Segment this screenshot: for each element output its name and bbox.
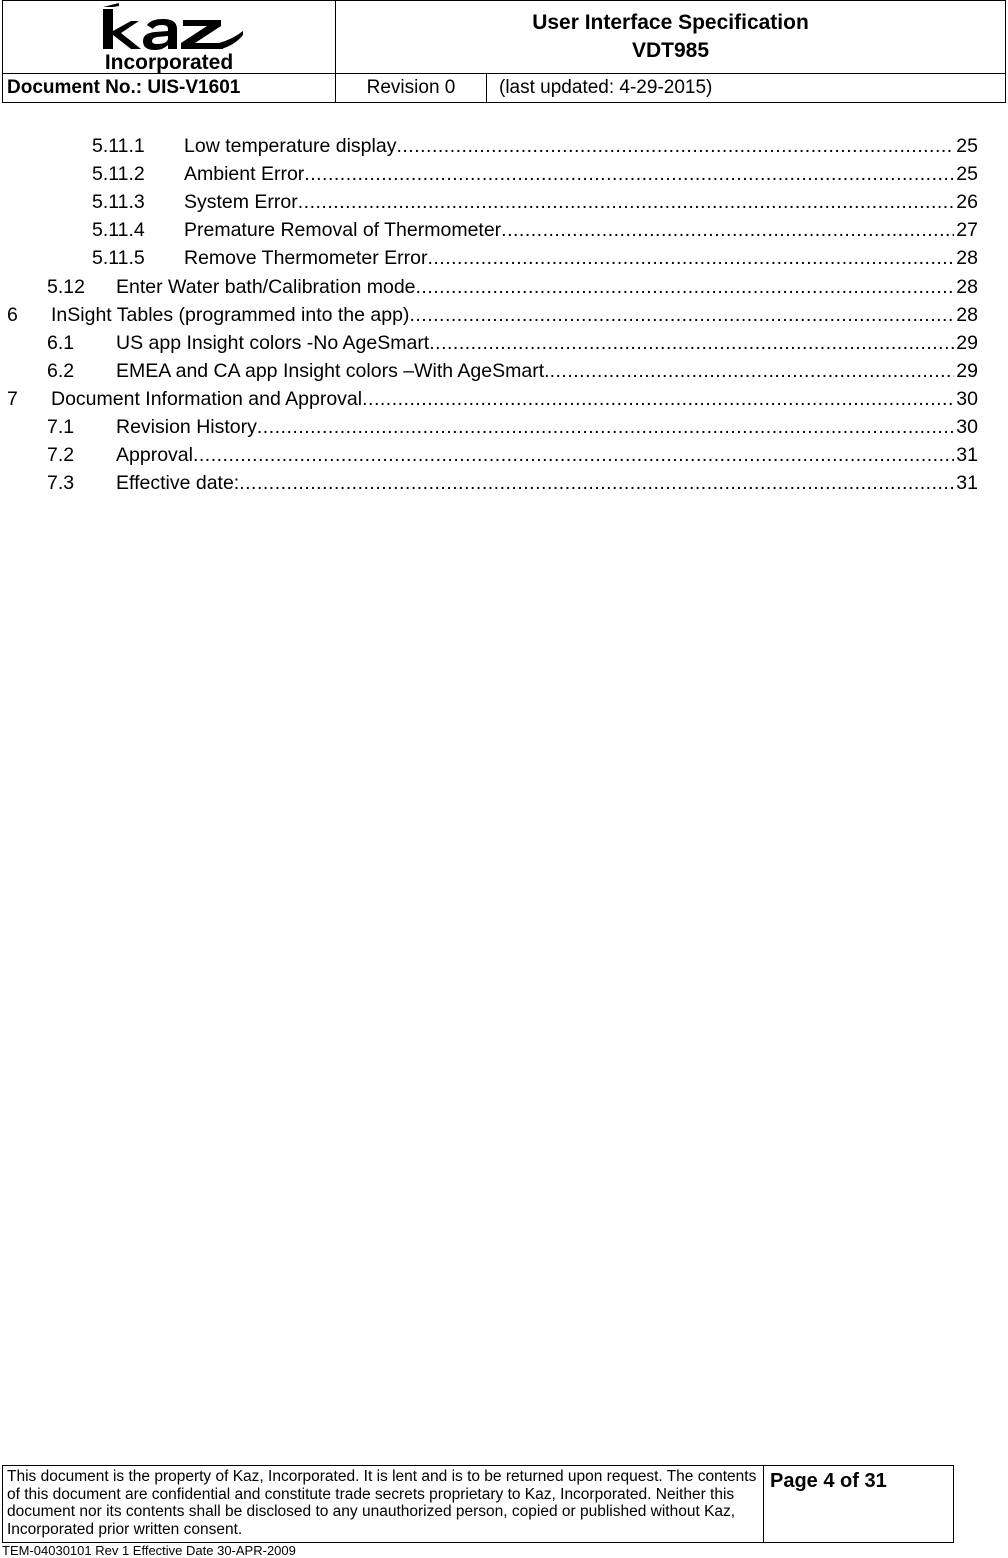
toc-dot-leader [362,388,954,411]
toc-entry-number: 5.11.3 [92,191,145,214]
toc-dot-leader [429,332,954,355]
toc-entry-title: Document Information and Approval [51,387,363,410]
toc-entry-page: 27 [956,219,978,242]
toc-entry-number: 6 [7,303,18,326]
toc-entry-title: US app Insight colors -No AgeSmart [116,331,430,354]
toc-entry[interactable] [47,416,978,444]
toc-dot-leader [239,472,954,495]
footer-table [2,1465,954,1543]
last-updated: (last updated: 4-29-2015) [487,74,1006,103]
toc-entry[interactable] [92,191,978,219]
toc-entry-page: 28 [956,247,978,270]
toc-dot-leader [396,135,954,158]
toc-entry[interactable] [92,219,978,247]
toc-dot-leader [257,416,954,439]
toc-entry-number: 5.11.1 [92,135,145,157]
page-number: Page 4 of 31 [764,1466,954,1543]
toc-entry-page: 29 [956,331,978,354]
toc-entry-title: Approval [116,444,193,467]
toc-dot-leader [416,276,955,299]
toc-entry-number: 6.2 [47,359,75,382]
document-title [336,1,1006,74]
toc-entry-title: EMEA and CA app Insight colors –With AgeSmart. [116,359,550,382]
toc-entry-title: Low temperature display [184,135,397,157]
toc-dot-leader [409,304,954,327]
toc-entry-number: 7.2 [47,444,75,467]
toc-entry[interactable] [47,332,978,360]
toc-entry-page: 25 [956,163,978,186]
document-number: Document No.: UIS-V1601 [3,74,336,103]
toc-entry[interactable] [92,163,978,191]
toc-dot-leader [298,191,955,214]
toc-entry-title: Ambient Error [184,163,305,186]
toc-entry[interactable] [7,388,978,416]
toc-entry-number: 7 [7,387,18,410]
toc-entry-number: 7.1 [47,416,75,438]
toc-entry[interactable] [47,444,978,472]
toc-entry-page: 25 [956,135,978,157]
toc-entry-number: 6.1 [47,331,75,354]
toc-entry-title: Enter Water bath/Calibration mode [116,275,416,298]
toc-entry-page: 29 [956,359,978,382]
toc-entry[interactable] [92,135,978,163]
toc-entry[interactable] [47,360,978,388]
template-id: TEM-04030101 Rev 1 Effective Date 30-APR-2009 [2,1543,296,1558]
toc-entry-page: 30 [956,416,978,438]
toc-entry-page: 31 [956,472,978,495]
toc-entry[interactable] [47,276,978,304]
toc-entry-title: Remove Thermometer Error [184,247,428,270]
toc-entry-title: System Error [184,191,298,214]
toc-entry-page: 31 [956,444,978,467]
toc-dot-leader [550,360,955,383]
toc-entry-number: 5.12 [47,275,85,298]
toc-entry-page: 28 [956,275,978,298]
toc-entry-title: InSight Tables (programmed into the app) [51,303,410,326]
revision: Revision 0 [336,74,487,103]
toc-entry[interactable] [47,472,978,500]
toc-entry-title: Effective date: [116,472,240,495]
company-name: Incorporated [104,51,234,74]
logo-cell [3,1,336,74]
toc-entry-title: Revision History [116,416,257,438]
toc-dot-leader [501,219,954,242]
toc-entry-number: 5.11.5 [92,247,145,270]
title-line-1: User Interface Specification [532,11,809,34]
toc-entry-page: 30 [956,387,978,410]
header-table [2,0,1006,103]
confidentiality-notice: This document is the property of Kaz, Incorporated. It is lent and is to be returned upon request. The contents of this document are confidential and constitute trade secrets proprietary to Kaz, Incorporated. Neither this document nor its contents shall be disclosed to any unauthorized person, copied or published without Kaz, Incorporated prior written consent. [3,1466,764,1543]
toc-entry-page: 28 [956,303,978,326]
toc-entry[interactable] [7,304,978,332]
toc-dot-leader [427,247,954,270]
toc-entry-number: 5.11.4 [92,219,145,242]
toc-entry-number: 5.11.2 [92,163,145,186]
title-line-2: VDT985 [631,39,710,62]
toc-entry-title: Premature Removal of Thermometer [184,219,502,242]
toc-dot-leader [304,163,954,186]
toc-dot-leader [193,444,954,467]
toc-entry-page: 26 [956,191,978,214]
toc-entry[interactable] [92,247,978,275]
toc-entry-number: 7.3 [47,472,75,495]
kaz-logo [97,3,245,53]
